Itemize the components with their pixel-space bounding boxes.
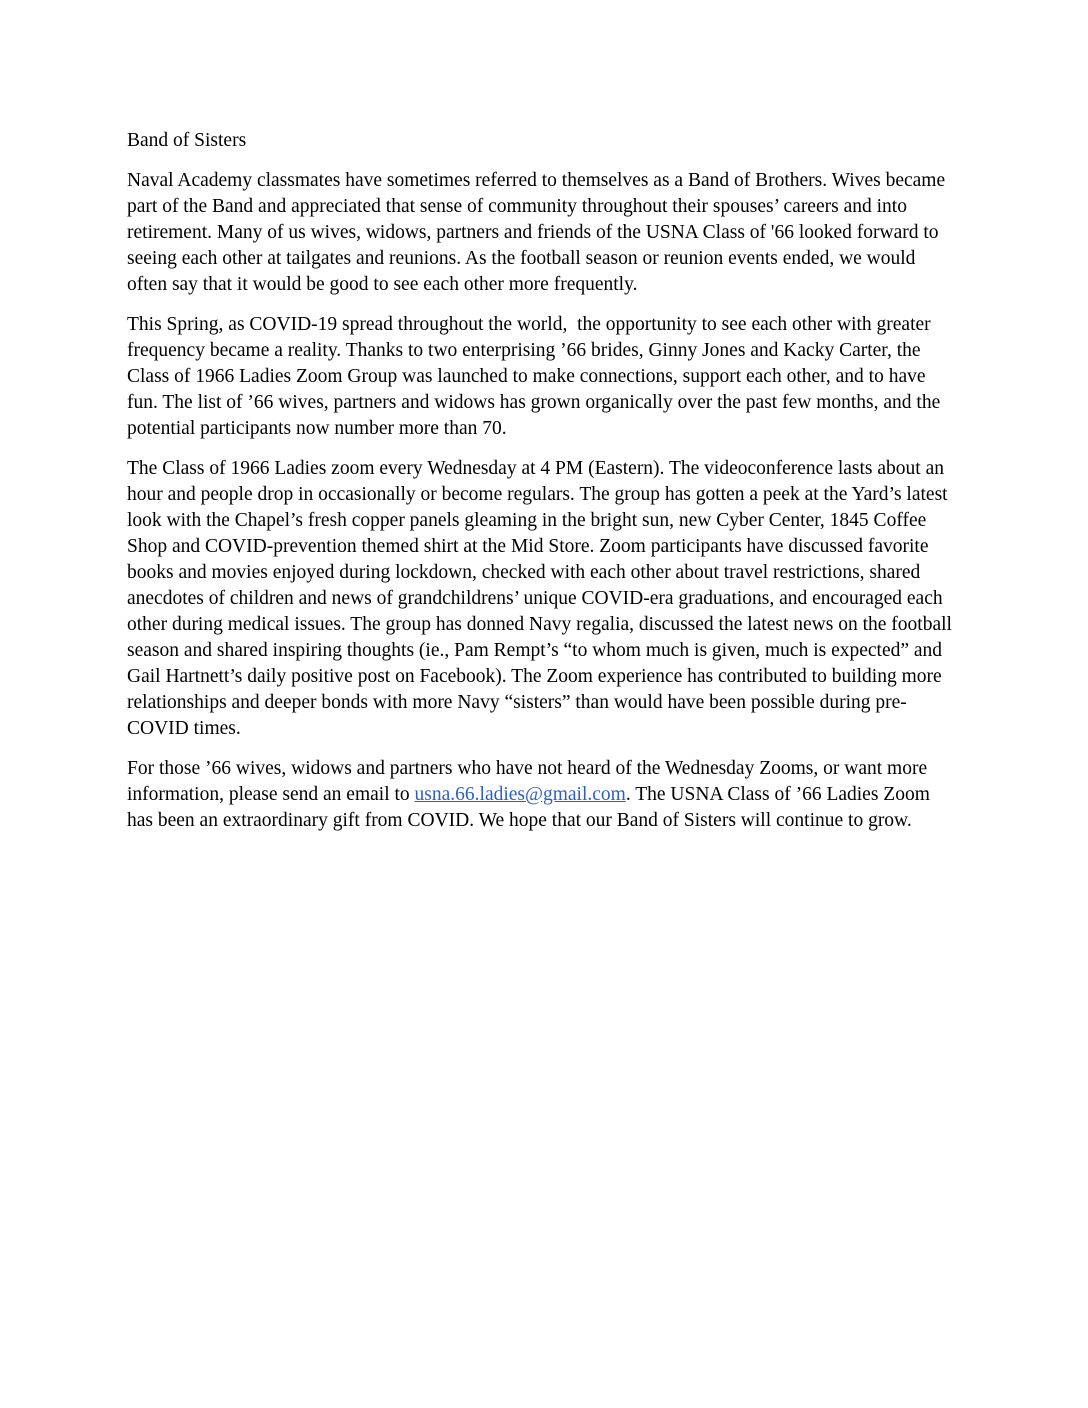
paragraph-closing: [127, 756, 958, 834]
paragraph-weekly-zoom: The Class of 1966 Ladies zoom every Wednesday at 4 PM (Eastern). The videoconference lasts about an hour and people drop in occasionally or become regulars. The group has gotten a peek at the Yard’s latest look with the Chapel’s fresh copper panels gleaming in the bright sun, new Cyber Center, 1845 Coffee Shop and COVID-prevention themed shirt at the Mid Store. Zoom participants have discussed favorite books and movies enjoyed during lockdown, checked with each other about travel restrictions, shared anecdotes of children and news of grandchildrens’ unique COVID-era graduations, and encouraged each other during medical issues. The group has donned Navy regalia, discussed the latest news on the football season and shared inspiring thoughts (ie., Pam Rempt’s “to whom much is given, much is expected” and Gail Hartnett’s daily positive post on Facebook). The Zoom experience has contributed to building more relationships and deeper bonds with more Navy “sisters” than would have been possible during pre-COVID times.: [127, 458, 957, 739]
paragraph-covid-spring: This Spring, as COVID-19 spread throughout the world, the opportunity to see each other with greater frequency became a reality. Thanks to two enterprising ’66 brides, Ginny Jones and Kacky Carter, the Class of 1966 Ladies Zoom Group was launched to make connections, support each other, and to have fun. The list of ’66 wives, partners and widows has grown organically over the past few months, and the potential participants now number more than 70.: [127, 314, 946, 439]
closing-text-before-link: For those ’66 wives, widows and partners who have not heard of the Wednesday Zooms, or want more information, please send an email to: [127, 758, 932, 805]
paragraph-band-of-brothers: Naval Academy classmates have sometimes referred to themselves as a Band of Brothers. Wives became part of the Band and appreciated that sense of community throughout their spouses’ careers and into retirement. Many of us wives, widows, partners and friends of the USNA Class of '66 looked forward to seeing each other at tailgates and reunions. As the football season or reunion events ended, we would often say that it would be good to see each other more frequently.: [127, 170, 950, 295]
closing-text-after-link: . The USNA Class of ’66 Ladies Zoom has been an extraordinary gift from COVID. We hope that our Band of Sisters will continue to grow.: [127, 784, 935, 831]
document-title: Band of Sisters: [127, 130, 247, 151]
email-link[interactable]: usna.66.ladies@gmail.com: [414, 784, 626, 805]
